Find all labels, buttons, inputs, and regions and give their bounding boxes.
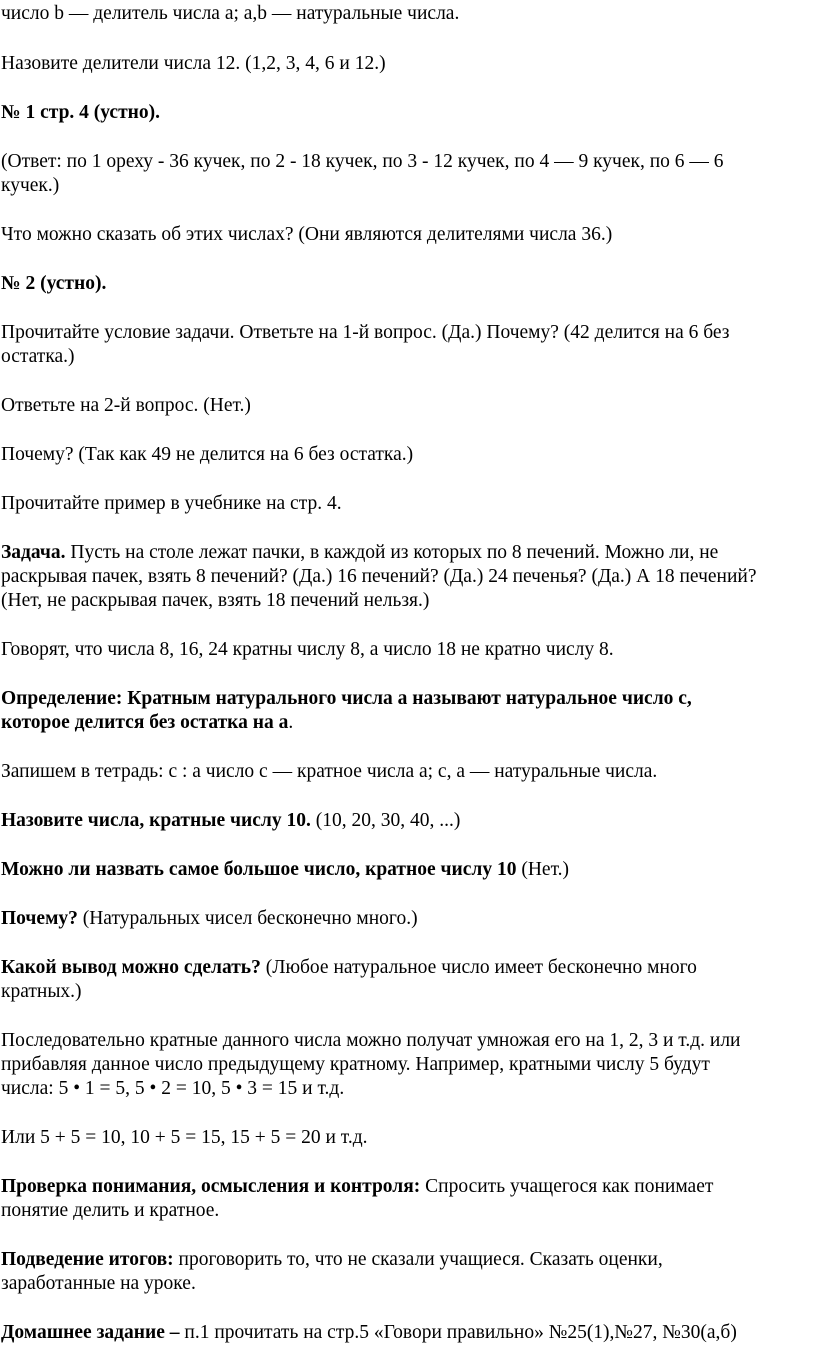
paragraph-understanding-check: Проверка понимания, осмысления и контроля: Спросить учащегося как понимает понятие делить и кратное. bbox=[1, 1176, 714, 1221]
heading-task-1: № 1 стр. 4 (устно). bbox=[1, 102, 161, 123]
paragraph-definition-multiple: Определение: Кратным натурального числа а называют натуральное число с, которое делится без остатка на а. bbox=[1, 688, 692, 733]
paragraph-problem-cookies: Задача. Пусть на столе лежат пачки, в каждой из которых по 8 печений. Можно ли, не раскрывая пачек, взять 8 печений? (Да.) 16 печений? (Да.) 24 печенья? (Да.) А 18 печений? (Нет, не раскрывая пачек, взять 18 печений нельзя.) bbox=[1, 542, 757, 611]
paragraph-addition-example: Или 5 + 5 = 10, 10 + 5 = 15, 15 + 5 = 20 и т.д. bbox=[1, 1127, 368, 1148]
paragraph-about-numbers: Что можно сказать об этих числах? (Они являются делителями числа 36.) bbox=[1, 224, 613, 245]
paragraph-answer-nuts: (Ответ: по 1 ореху - 36 кучек, по 2 - 18 кучек, по 3 - 12 кучек, по 4 — 9 кучек, по 6 — 6 кучек.) bbox=[1, 151, 724, 196]
paragraph-read-example: Прочитайте пример в учебнике на стр. 4. bbox=[1, 493, 342, 514]
paragraph-multiples-of-8: Говорят, что числа 8, 16, 24 кратны числу 8, а число 18 не кратно числу 8. bbox=[1, 639, 614, 660]
paragraph-why-infinite: Почему? (Натуральных чисел бесконечно много.) bbox=[1, 908, 418, 929]
paragraph-divisors-of-12: Назовите делители числа 12. (1,2, 3, 4, 6 и 12.) bbox=[1, 53, 386, 74]
paragraph-read-condition: Прочитайте условие задачи. Ответьте на 1-й вопрос. (Да.) Почему? (42 делится на 6 без остатка.) bbox=[1, 322, 730, 367]
paragraph-sequential-multiples: Последовательно кратные данного числа можно получат умножая его на 1, 2, 3 и т.д. или прибавляя данное число предыдущему кратному. Например, кратными числу 5 будут числа: 5 • 1 = 5, 5 • 2 = 10, 5 • 3 = 15 и т.д. bbox=[1, 1030, 741, 1099]
paragraph-divisor-definition: число b — делитель числа а; а,b — натуральные числа. bbox=[1, 3, 460, 24]
paragraph-conclusion: Какой вывод можно сделать? (Любое натуральное число имеет бесконечно много кратных.) bbox=[1, 957, 697, 1002]
paragraph-why-49: Почему? (Так как 49 не делится на 6 без остатка.) bbox=[1, 444, 414, 465]
paragraph-homework: Домашнее задание – п.1 прочитать на стр.5 «Говори правильно» №25(1),№27, №30(а,б) bbox=[1, 1322, 737, 1343]
paragraph-multiples-of-10: Назовите числа, кратные числу 10. (10, 20, 30, 40, ...) bbox=[1, 810, 461, 831]
paragraph-second-question: Ответьте на 2-й вопрос. (Нет.) bbox=[1, 395, 251, 416]
paragraph-largest-multiple: Можно ли назвать самое большое число, кратное числу 10 (Нет.) bbox=[1, 859, 569, 880]
paragraph-summary: Подведение итогов: проговорить то, что не сказали учащиеся. Сказать оценки, заработанные на уроке. bbox=[1, 1249, 663, 1294]
heading-task-2: № 2 (устно). bbox=[1, 273, 107, 294]
paragraph-write-notebook: Запишем в тетрадь: с : а число с — кратное числа а; с, а — натуральные числа. bbox=[1, 761, 658, 782]
